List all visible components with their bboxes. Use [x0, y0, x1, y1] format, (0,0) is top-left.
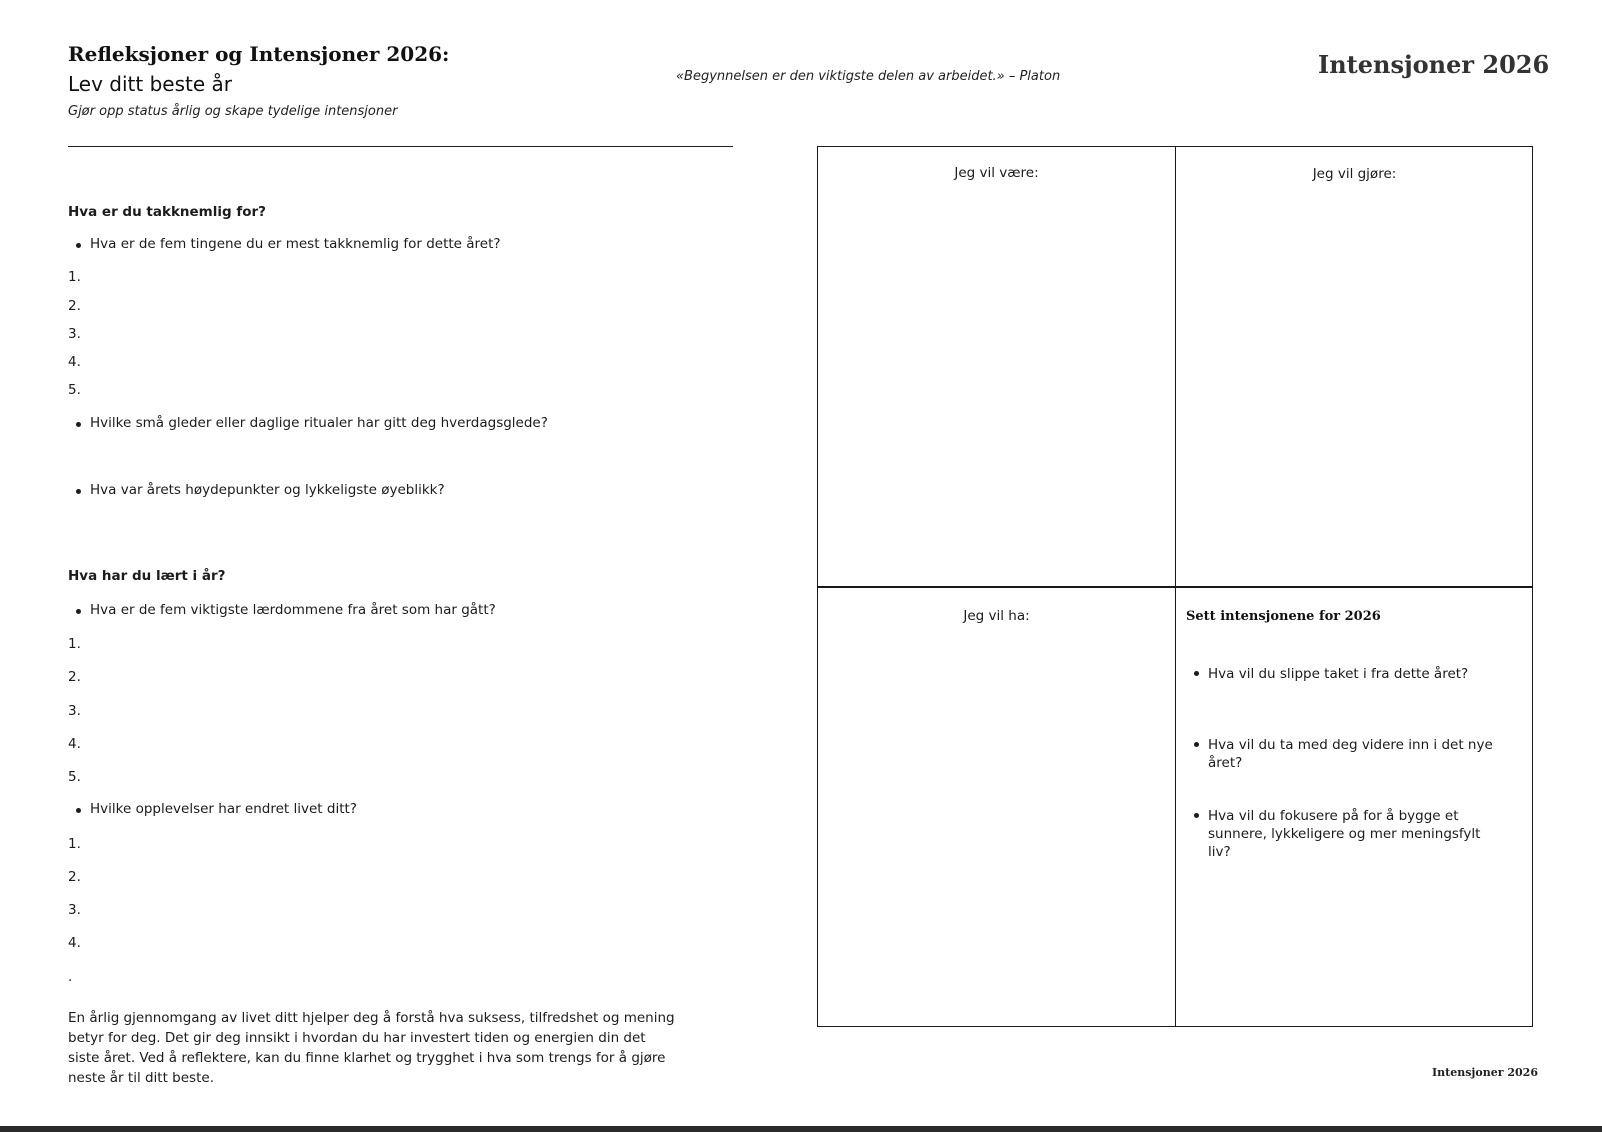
cell-do-label: Jeg vil gjøre: [1312, 166, 1397, 182]
gratitude-number-3: 3. [68, 326, 81, 342]
gratitude-bullet-3: Hva var årets høydepunkter og lykkeligste øyeblikk? [68, 482, 445, 498]
learned-bullet-2: Hvilke opplevelser har endret livet ditt? [68, 801, 357, 817]
right-title: Intensjoner 2026 [1318, 50, 1550, 79]
intentions-grid [817, 146, 1533, 1027]
learned-number-5: 5. [68, 769, 81, 785]
experience-number-4: 4. [68, 935, 81, 951]
quote: «Begynnelsen er den viktigste delen av arbeidet.» – Platon [676, 69, 1061, 84]
page-title: Refleksjoner og Intensjoner 2026: [68, 42, 450, 66]
page-footer: Intensjoner 2026 [1432, 1066, 1538, 1079]
cell-be-label: Jeg vil være: [954, 165, 1039, 181]
learned-heading: Hva har du lært i år? [68, 568, 226, 584]
gratitude-bullet-2: Hvilke små gleder eller daglige ritualer har gitt deg hverdagsglede? [68, 415, 548, 431]
learned-number-3: 3. [68, 703, 81, 719]
gratitude-number-4: 4. [68, 354, 81, 370]
grid-horizontal-divider [818, 586, 1532, 588]
intentions-bullet-2: Hva vil du ta med deg videre inn i det nye året? [1186, 736, 1506, 772]
learned-bullet-1: Hva er de fem viktigste lærdommene fra året som har gått? [68, 602, 496, 618]
closing-paragraph: En årlig gjennomgang av livet ditt hjelper deg å forstå hva suksess, tilfredshet og mening betyr for deg. Det gir deg innsikt i hvordan du har investert tiden og energien din det siste året. Ved å reflektere, kan du finne klarhet og trygghet i hva som trengs for å gjøre neste år til ditt beste. [68, 1010, 675, 1086]
intentions-bullet-3: Hva vil du fokusere på for å bygge et sunnere, lykkeligere og mer meningsfylt liv? [1186, 807, 1506, 861]
learned-number-1: 1. [68, 636, 81, 652]
header-divider [68, 146, 733, 147]
learned-number-4: 4. [68, 736, 81, 752]
experience-number-5: . [68, 969, 73, 985]
bottom-edge-bar [0, 1126, 1602, 1132]
experience-number-2: 2. [68, 869, 81, 885]
page-subtitle: Lev ditt beste år [68, 72, 232, 96]
gratitude-heading: Hva er du takknemlig for? [68, 204, 267, 220]
intentions-bullet-1: Hva vil du slippe taket i fra dette året? [1186, 665, 1506, 683]
gratitude-bullet-1: Hva er de fem tingene du er mest takknemlig for dette året? [68, 236, 501, 252]
gratitude-number-5: 5. [68, 382, 81, 398]
gratitude-number-2: 2. [68, 298, 81, 314]
experience-number-1: 1. [68, 836, 81, 852]
experience-number-3: 3. [68, 902, 81, 918]
intentions-title: Sett intensjonene for 2026 [1186, 609, 1381, 624]
cell-have-label: Jeg vil ha: [963, 608, 1030, 624]
gratitude-number-1: 1. [68, 269, 81, 285]
page-tagline: Gjør opp status årlig og skape tydelige intensjoner [68, 104, 398, 119]
learned-number-2: 2. [68, 669, 81, 685]
